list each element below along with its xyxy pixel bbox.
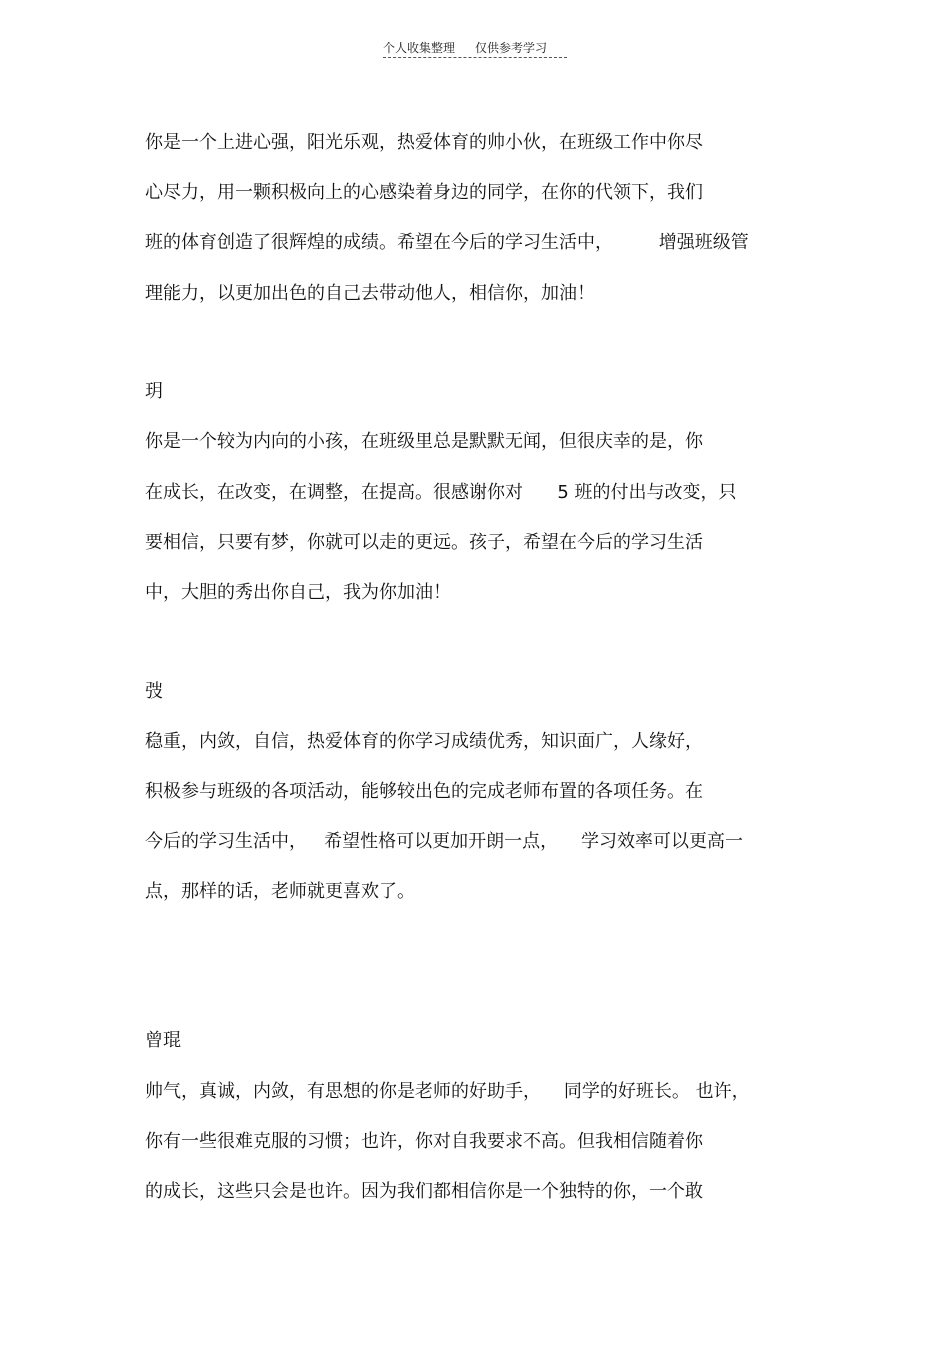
text-line: 的成长，这些只会是也许。因为我们都相信你是一个独特的你，一个敢: [145, 1181, 703, 1202]
student-name: 弢: [145, 681, 163, 702]
text-line: 心尽力，用一颗积极向上的心感染着身边的同学，在你的代领下，我们: [145, 182, 703, 203]
text-line: 要相信，只要有梦，你就可以走的更远。孩子，希望在今后的学习生活: [145, 532, 703, 553]
header-left-text: 个人收集整理: [383, 41, 456, 55]
text-line: 今后的学习生活中， 希望性格可以更加开朗一点， 学习效率可以更高一: [145, 831, 744, 852]
text-line: 帅气，真诚，内敛，有思想的你是老师的好助手， 同学的好班长。 也许，: [145, 1081, 750, 1102]
text-line: 在成长，在改变，在调整，在提高。很感谢你对 5 班的付出与改变，只: [145, 482, 737, 503]
text-line: 点，那样的话，老师就更喜欢了。: [145, 881, 415, 902]
student-name: 曾琨: [145, 1030, 181, 1051]
text-line: 你是一个上进心强，阳光乐观，热爱体育的帅小伙，在班级工作中你尽: [145, 132, 703, 153]
header-right-text: 仅供参考学习: [475, 41, 548, 55]
text-line: 积极参与班级的各项活动，能够较出色的完成老师布置的各项任务。在: [145, 781, 703, 802]
page-header: [383, 40, 567, 58]
text-line: 班的体育创造了很辉煌的成绩。希望在今后的学习生活中， 增强班级管: [145, 232, 749, 253]
text-line: 你是一个较为内向的小孩，在班级里总是默默无闻，但很庆幸的是，你: [145, 431, 703, 452]
text-line: 稳重，内敛，自信，热爱体育的你学习成绩优秀，知识面广，人缘好，: [145, 731, 703, 752]
text-line: 中，大胆的秀出你自己，我为你加油！: [145, 582, 451, 603]
student-name: 玥: [145, 381, 163, 402]
text-line: 理能力，以更加出色的自己去带动他人，相信你，加油！: [145, 283, 595, 304]
text-line: 你有一些很难克服的习惯；也许，你对自我要求不高。但我相信随着你: [145, 1131, 703, 1152]
